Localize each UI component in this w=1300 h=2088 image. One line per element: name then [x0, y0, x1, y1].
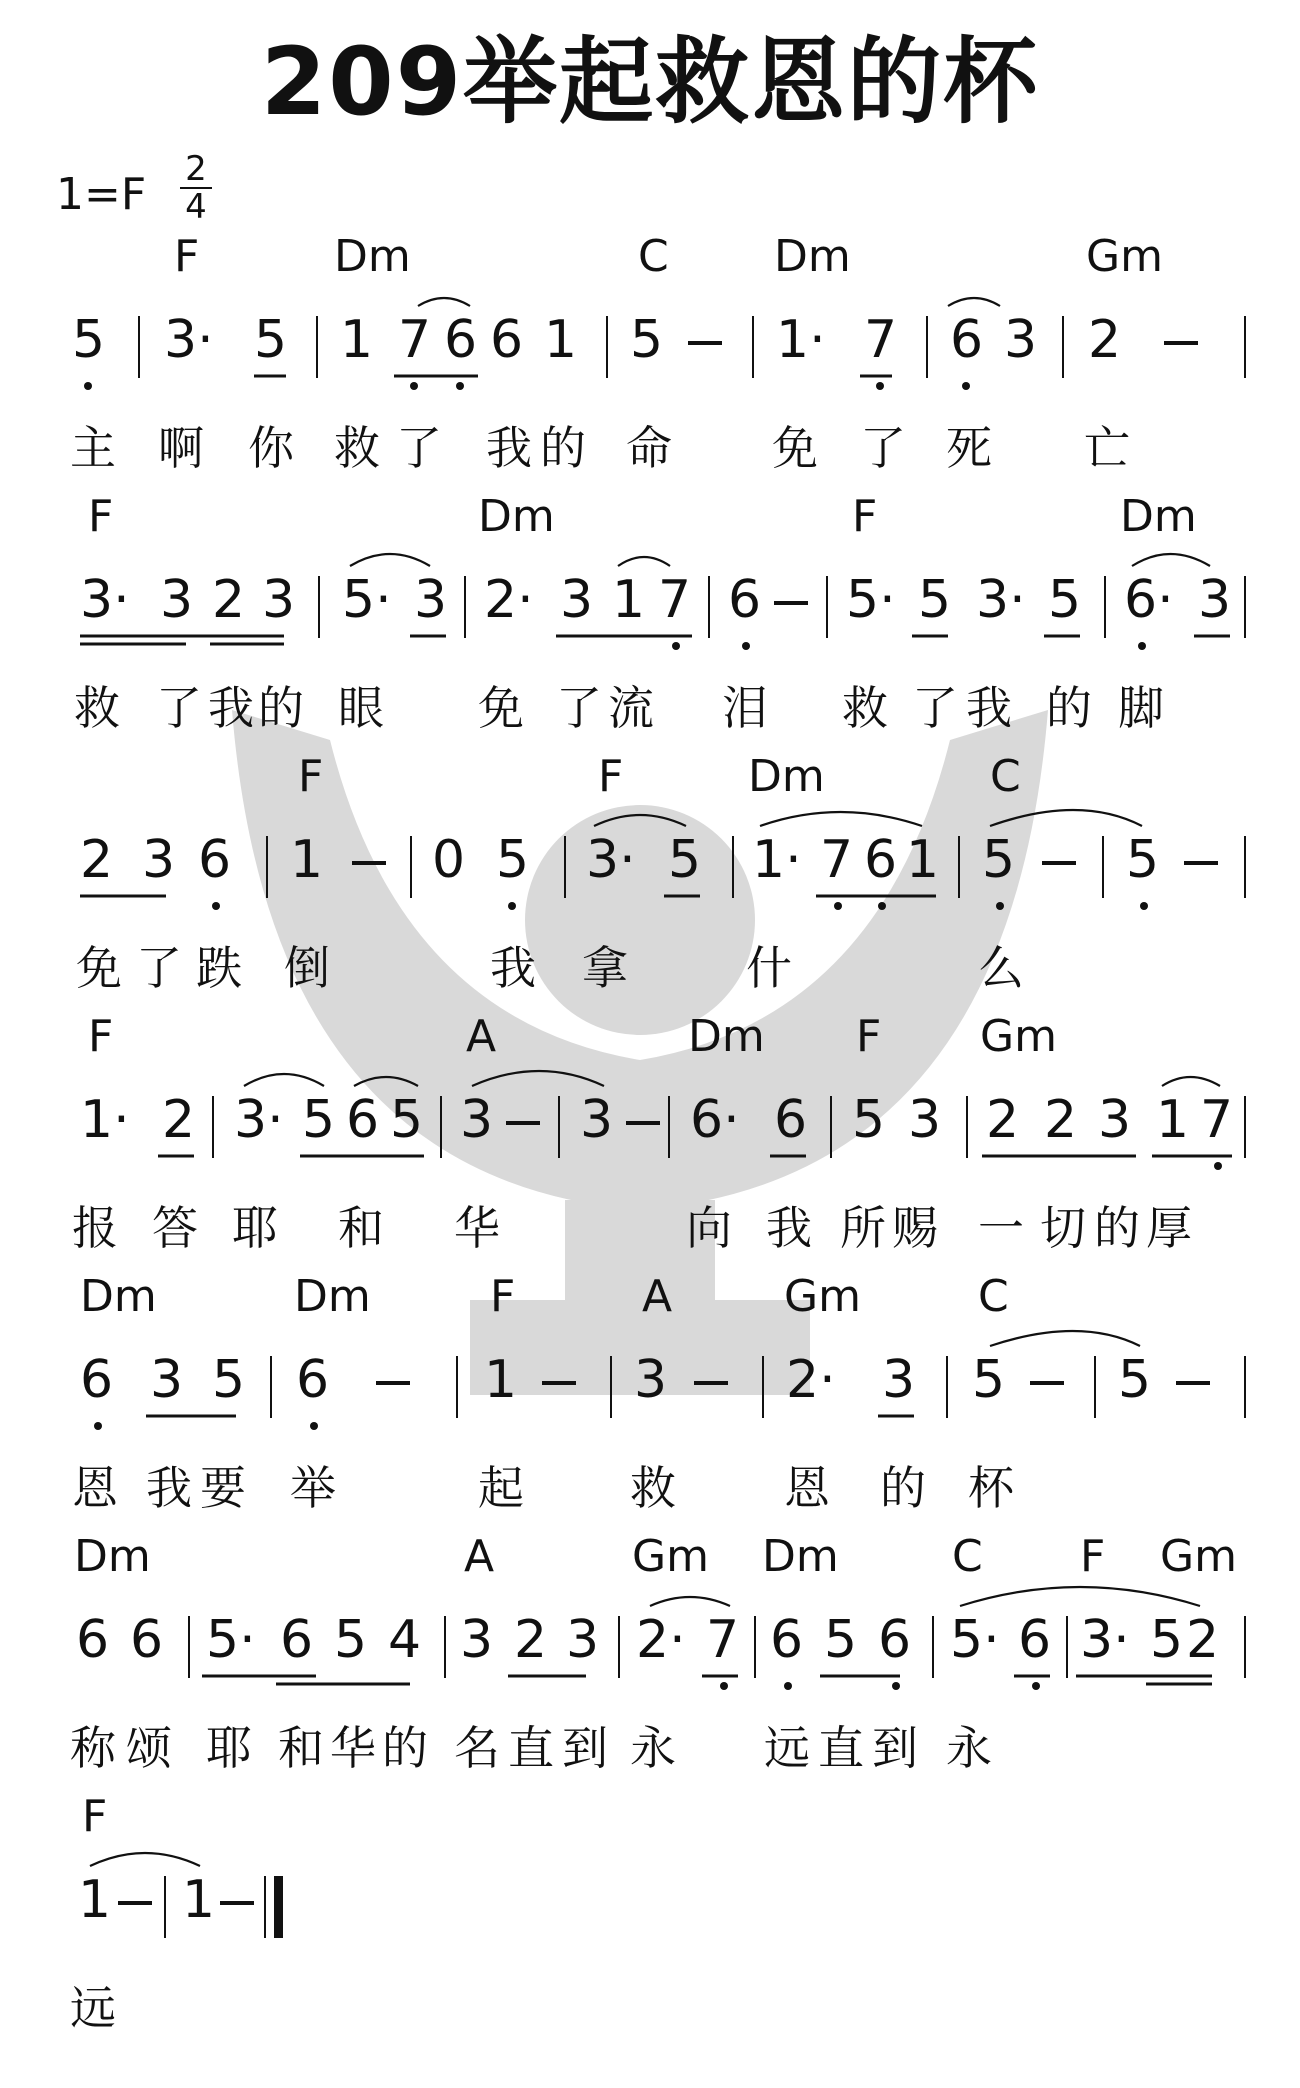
lyric: 救 — [842, 681, 888, 735]
note: 3 — [882, 1350, 916, 1410]
lyric: 要 — [200, 1461, 246, 1515]
note: 3· — [164, 310, 214, 370]
note: 5 — [334, 1610, 368, 1670]
lyric: 亡 — [1084, 421, 1130, 475]
lyric: 脚 — [1118, 681, 1164, 735]
lyric: 我 — [208, 681, 254, 735]
lyric: 免 — [478, 681, 524, 735]
note: 6 — [864, 830, 898, 890]
lyric: 跌 — [196, 941, 242, 995]
note: 1 — [182, 1870, 216, 1930]
note: 2 — [1044, 1090, 1078, 1150]
note: 5 — [630, 310, 664, 370]
note: 1· — [80, 1090, 130, 1150]
lyric: 么 — [978, 941, 1024, 995]
note: 5 — [972, 1350, 1006, 1410]
lyric: 了 — [912, 681, 958, 735]
note: 5 — [1150, 1610, 1184, 1670]
lyric: 救 — [630, 1461, 676, 1515]
note: 5 — [390, 1090, 424, 1150]
lyric: 耶 — [232, 1201, 278, 1255]
note: 6 — [774, 1090, 808, 1150]
lyric: 和 — [338, 1201, 384, 1255]
lyric: 到 — [872, 1721, 918, 1775]
lyric: 杯 — [968, 1461, 1014, 1515]
lyric: 了 — [860, 421, 906, 475]
lyric: 啊 — [158, 421, 204, 475]
note: 2 — [986, 1090, 1020, 1150]
note: 6· — [690, 1090, 740, 1150]
chord-label: Dm — [74, 1531, 151, 1582]
lyric: 救 — [74, 681, 120, 735]
lyric: 名 — [454, 1721, 500, 1775]
note: 6 — [878, 1610, 912, 1670]
note: 3 — [414, 570, 448, 630]
chord-label: F — [88, 1011, 114, 1062]
time-signature-top: 2 — [185, 149, 207, 189]
lyric: 颂 — [126, 1721, 172, 1775]
note: 5 — [254, 310, 288, 370]
note: 3 — [560, 570, 594, 630]
chord-label: Dm — [1120, 491, 1197, 542]
note: 2· — [484, 570, 534, 630]
time-signature-bottom: 4 — [185, 187, 207, 227]
lyric: 免 — [76, 941, 122, 995]
lyric: 主 — [70, 421, 116, 475]
note: 7 — [820, 830, 854, 890]
chord-label: Dm — [762, 1531, 839, 1582]
lyric: 恩 — [784, 1461, 830, 1515]
note: 2 — [162, 1090, 196, 1150]
score-system-7 — [0, 1792, 1300, 2042]
note: 2 — [212, 570, 246, 630]
lyric: 向 — [686, 1201, 732, 1255]
chord-label: C — [990, 751, 1021, 802]
note: 2 — [514, 1610, 548, 1670]
chord-label: C — [978, 1271, 1009, 1322]
chord-label: C — [638, 231, 669, 282]
score-system-1 — [0, 232, 1300, 482]
lyric: 的 — [1046, 681, 1092, 735]
chord-label: Gm — [980, 1011, 1057, 1062]
lyric: 眼 — [338, 681, 384, 735]
note: 3 — [1198, 570, 1232, 630]
note: 3 — [1098, 1090, 1132, 1150]
lyric: 的 — [1094, 1201, 1140, 1255]
chord-label: A — [464, 1531, 495, 1582]
score-system-2 — [0, 492, 1300, 742]
lyric: 报 — [72, 1201, 118, 1255]
lyric: 远 — [70, 1981, 116, 2035]
note: 3 — [566, 1610, 600, 1670]
note: 6 — [296, 1350, 330, 1410]
chord-label: Gm — [1160, 1531, 1237, 1582]
note: 3 — [160, 570, 194, 630]
time-signature — [176, 149, 216, 227]
lyric: 了 — [556, 681, 602, 735]
note: 7 — [398, 310, 432, 370]
lyric: 华 — [330, 1721, 376, 1775]
note: 5 — [212, 1350, 246, 1410]
note: 6 — [1018, 1610, 1052, 1670]
lyric: 起 — [478, 1461, 524, 1515]
song-title: 209举起救恩的杯 — [260, 28, 1040, 137]
note: 3 — [1004, 310, 1038, 370]
lyric: 厚 — [1146, 1201, 1192, 1255]
note: 5 — [918, 570, 952, 630]
chord-label: F — [852, 491, 878, 542]
lyric: 死 — [946, 421, 992, 475]
note: 5 — [982, 830, 1016, 890]
chord-label: F — [856, 1011, 882, 1062]
note: 3· — [80, 570, 130, 630]
lyric: 救 — [334, 421, 380, 475]
lyric: 的 — [258, 681, 304, 735]
lyric: 我 — [766, 1201, 812, 1255]
note: 7 — [1200, 1090, 1234, 1150]
note: 3 — [908, 1090, 942, 1150]
note: 3· — [976, 570, 1026, 630]
chord-label: Dm — [334, 231, 411, 282]
chord-label: C — [952, 1531, 983, 1582]
note: 5· — [206, 1610, 256, 1670]
chord-label: A — [642, 1271, 673, 1322]
lyric: 到 — [562, 1721, 608, 1775]
chord-label: Dm — [80, 1271, 157, 1322]
note: 1 — [78, 1870, 112, 1930]
note: 1 — [612, 570, 646, 630]
lyric: 你 — [248, 421, 294, 475]
note: 3 — [460, 1090, 494, 1150]
note: 7 — [864, 310, 898, 370]
note: 5· — [846, 570, 896, 630]
lyric: 一 — [978, 1201, 1024, 1255]
notation-marks — [0, 752, 1300, 1002]
note: 6 — [728, 570, 762, 630]
note: 1 — [484, 1350, 518, 1410]
note: 3 — [634, 1350, 668, 1410]
note: 7 — [706, 1610, 740, 1670]
chord-label: Dm — [478, 491, 555, 542]
note: 6 — [346, 1090, 380, 1150]
note: 5 — [1048, 570, 1082, 630]
score-system-5 — [0, 1272, 1300, 1522]
note: 5 — [302, 1090, 336, 1150]
note: 6 — [444, 310, 478, 370]
note: 5 — [496, 830, 530, 890]
chord-label: F — [82, 1791, 108, 1842]
note: 5 — [1118, 1350, 1152, 1410]
note: 2 — [80, 830, 114, 890]
note: 3· — [1080, 1610, 1130, 1670]
chord-label: A — [466, 1011, 497, 1062]
note: 1· — [776, 310, 826, 370]
lyric: 举 — [290, 1461, 336, 1515]
lyric: 的 — [382, 1721, 428, 1775]
chord-label: Dm — [688, 1011, 765, 1062]
lyric: 赐 — [892, 1201, 938, 1255]
lyric: 我 — [490, 941, 536, 995]
note: 3 — [150, 1350, 184, 1410]
lyric: 答 — [152, 1201, 198, 1255]
note: 1 — [906, 830, 940, 890]
note: 3· — [234, 1090, 284, 1150]
note: 6 — [76, 1610, 110, 1670]
lyric: 永 — [946, 1721, 992, 1775]
note: 5 — [824, 1610, 858, 1670]
note: 7 — [658, 570, 692, 630]
note: 3· — [586, 830, 636, 890]
note: 4 — [388, 1610, 422, 1670]
lyric: 我 — [966, 681, 1012, 735]
lyric: 称 — [70, 1721, 116, 1775]
lyric: 直 — [508, 1721, 554, 1775]
chord-label: F — [1080, 1531, 1106, 1582]
score-system-4 — [0, 1012, 1300, 1262]
lyric: 所 — [840, 1201, 886, 1255]
note: 2 — [1088, 310, 1122, 370]
lyric: 流 — [608, 681, 654, 735]
note: 5 — [1126, 830, 1160, 890]
note: 6 — [490, 310, 524, 370]
lyric: 永 — [630, 1721, 676, 1775]
lyric: 我 — [146, 1461, 192, 1515]
lyric: 华 — [454, 1201, 500, 1255]
chord-label: Gm — [1086, 231, 1163, 282]
lyric: 了 — [136, 941, 182, 995]
lyric: 直 — [818, 1721, 864, 1775]
lyric: 免 — [772, 421, 818, 475]
note: 2 — [1186, 1610, 1220, 1670]
note: 6· — [1124, 570, 1174, 630]
note: 5 — [72, 310, 106, 370]
lyric: 和 — [278, 1721, 324, 1775]
note: 1 — [1156, 1090, 1190, 1150]
note: 2· — [636, 1610, 686, 1670]
chord-label: Gm — [632, 1531, 709, 1582]
note: 5 — [668, 830, 702, 890]
note: 1 — [290, 830, 324, 890]
lyric: 命 — [626, 421, 672, 475]
chord-label: F — [298, 751, 324, 802]
note: 3 — [142, 830, 176, 890]
lyric: 的 — [540, 421, 586, 475]
chord-label: Dm — [294, 1271, 371, 1322]
note: 6 — [280, 1610, 314, 1670]
note: 1 — [340, 310, 374, 370]
notation-marks — [0, 1792, 1300, 2042]
note: 5· — [342, 570, 392, 630]
note: 6 — [950, 310, 984, 370]
note: 1· — [752, 830, 802, 890]
lyric: 拿 — [582, 941, 628, 995]
lyric: 远 — [764, 1721, 810, 1775]
note: 5 — [852, 1090, 886, 1150]
lyric: 了 — [396, 421, 442, 475]
note: 6 — [770, 1610, 804, 1670]
lyric: 切 — [1040, 1201, 1086, 1255]
lyric: 什 — [746, 941, 792, 995]
note: 1 — [544, 310, 578, 370]
score-system-6 — [0, 1532, 1300, 1782]
chord-label: F — [598, 751, 624, 802]
note: 6 — [80, 1350, 114, 1410]
lyric: 泪 — [722, 681, 768, 735]
note: 3 — [580, 1090, 614, 1150]
chord-label: F — [174, 231, 200, 282]
lyric: 的 — [880, 1461, 926, 1515]
lyric: 我 — [486, 421, 532, 475]
note: 6 — [198, 830, 232, 890]
lyric: 耶 — [206, 1721, 252, 1775]
score-system-3 — [0, 752, 1300, 1002]
note: 6 — [130, 1610, 164, 1670]
chord-label: Dm — [774, 231, 851, 282]
note: 0 — [432, 830, 466, 890]
chord-label: Dm — [748, 751, 825, 802]
lyric: 了 — [156, 681, 202, 735]
lyric: 倒 — [284, 941, 330, 995]
note: 3 — [262, 570, 296, 630]
key-signature: 1=F — [56, 169, 147, 220]
note: 2· — [786, 1350, 836, 1410]
note: 3 — [460, 1610, 494, 1670]
chord-label: F — [490, 1271, 516, 1322]
note: 5· — [950, 1610, 1000, 1670]
chord-label: F — [88, 491, 114, 542]
chord-label: Gm — [784, 1271, 861, 1322]
lyric: 恩 — [72, 1461, 118, 1515]
